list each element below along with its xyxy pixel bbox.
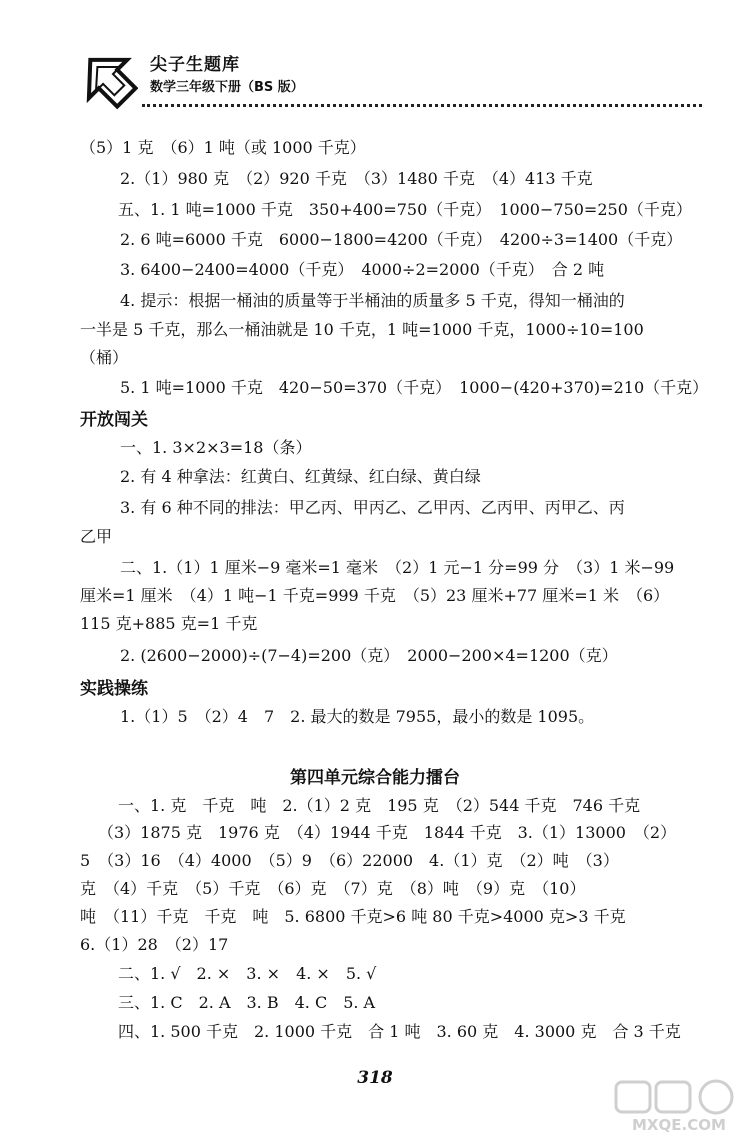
answer-line: 2.（1）980 克 （2）920 千克 （3）1480 千克 （4）413 千克 [120,169,593,188]
answer-line: （3）1875 克 1976 克 （4）1944 千克 1844 千克 3.（1）13000 （2） [98,823,677,842]
answer-line: 2. 有 4 种拿法：红黄白、红黄绿、红白绿、黄白绿 [120,467,481,486]
answer-line: 6.（1）28 （2）17 [80,935,229,954]
answer-line: 2. (2600−2000)÷(7−4)=200（克） 2000−200×4=1200（克） [120,646,618,665]
arrow-logo-icon [78,48,138,114]
answer-line: 3. 6400−2400=4000（千克） 4000÷2=2000（千克） 合 2 吨 [120,260,605,279]
watermark-logo-icon [612,1078,742,1136]
answer-line: 三、1. C 2. A 3. B 4. C 5. A [118,993,376,1012]
answer-line: 5 （3）16 （4）4000 （5）9 （6）22000 4.（1）克 （2）吨 （3） [80,851,619,870]
header-divider [142,100,702,107]
answer-line: 二、1. √ 2. × 3. × 4. × 5. √ [118,964,377,983]
answer-line: 五、1. 1 吨=1000 千克 350+400=750（千克） 1000−750=250（千克） [118,200,692,219]
answer-line: （5）1 克 （6）1 吨（或 1000 千克） [80,138,366,157]
page-header [78,40,698,120]
answer-line: 四、1. 500 千克 2. 1000 千克 合 1 吨 3. 60 克 4. 3000 克 合 3 千克 [118,1022,681,1041]
answer-line: 一半是 5 千克，那么一桶油就是 10 千克，1 吨=1000 千克，1000÷10=100 [80,320,644,339]
answer-line: 3. 有 6 种不同的排法：甲乙丙、甲丙乙、乙甲丙、乙丙甲、丙甲乙、丙 [120,498,625,517]
answer-line: 1.（1）5 （2）4 7 2. 最大的数是 7955，最小的数是 1095。 [120,707,595,726]
answer-line: 一、1. 克 千克 吨 2.（1）2 克 195 克 （2）544 千克 746 千克 [118,796,641,815]
answer-line: 克 （4）千克 （5）千克 （6）克 （7）克 （8）吨 （9）克 （10） [80,879,586,898]
answer-line: 115 克+885 克=1 千克 [80,614,258,633]
answer-line: 4. 提示：根据一桶油的质量等于半桶油的质量多 5 千克，得知一桶油的 [120,291,625,310]
book-subtitle: 数学三年级下册（BS 版） [150,80,304,95]
answer-line: 一、1. 3×2×3=18（条） [120,438,312,457]
section-heading-practice: 实践操练 [80,679,148,699]
svg-text:MXQE.COM: MXQE.COM [632,1116,726,1134]
answer-line: 吨 （11）千克 千克 吨 5. 6800 千克>6 吨 80 千克>4000 克>3 千克 [80,907,626,926]
page-number: 318 [357,1068,393,1088]
answer-line: 5. 1 吨=1000 千克 420−50=370（千克） 1000−(420+370)=210（千克） [120,378,709,397]
answer-line: 乙甲 [80,527,113,546]
answer-line: 二、1.（1）1 厘米−9 毫米=1 毫米 （2）1 元−1 分=99 分 （3）1 米−99 [120,558,675,577]
unit-test-heading: 第四单元综合能力擂台 [290,768,460,788]
answer-line: 2. 6 吨=6000 千克 6000−1800=4200（千克） 4200÷3=1400（千克） [120,230,683,249]
answer-line: （桶） [80,348,129,367]
answer-line: 厘米=1 厘米 （4）1 吨−1 千克=999 千克 （5）23 厘米+77 厘米=1 米 （6） [80,586,670,605]
section-heading-open-level: 开放闯关 [80,410,148,430]
series-title: 尖子生题库 [150,55,240,75]
